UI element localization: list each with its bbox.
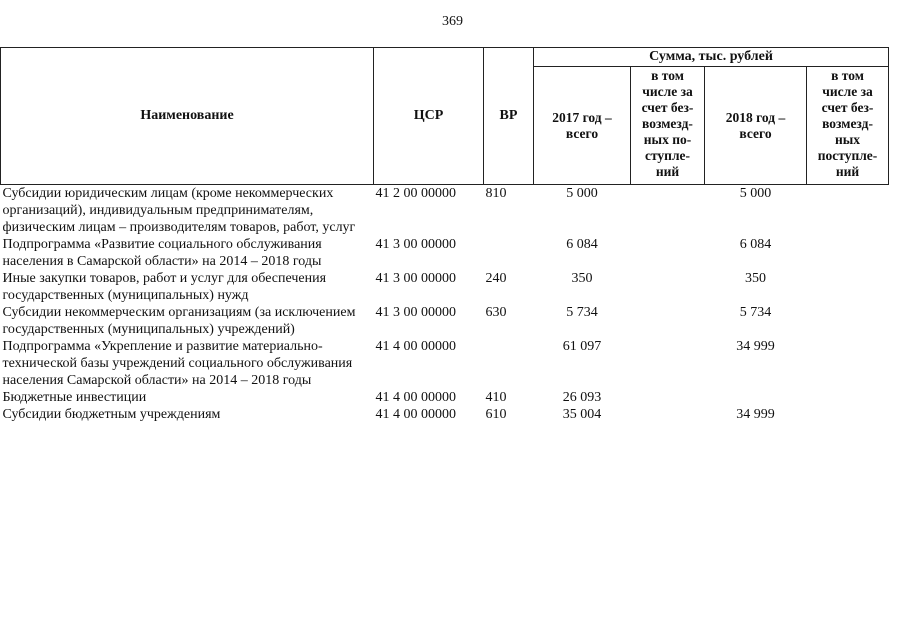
- table-row: [1, 270, 889, 304]
- row-csr: 41 2 00 00000: [375, 186, 456, 201]
- row-2017-free: [631, 338, 705, 389]
- table-row: [1, 338, 889, 389]
- header-name: Наименование: [1, 48, 374, 185]
- row-name: Субсидии некоммерческим организациям (за исключением государственных (муниципальных) учреждений): [2, 305, 356, 337]
- table-header: [1, 48, 889, 185]
- row-vr: 410: [485, 390, 507, 405]
- row-2017-total: 35 004: [562, 407, 602, 422]
- header-2017-total: 2017 год – всего: [534, 67, 631, 185]
- row-2017-total: 5 734: [566, 305, 598, 320]
- row-2017-free: [631, 304, 705, 338]
- header-csr: ЦСР: [374, 48, 484, 185]
- row-csr: 41 4 00 00000: [375, 390, 456, 405]
- row-vr: [484, 338, 534, 389]
- row-2018-total: 34 999: [736, 407, 775, 422]
- table-row: [1, 236, 889, 270]
- row-csr: 41 3 00 00000: [375, 305, 456, 320]
- row-2018-free: [807, 389, 889, 406]
- row-vr: 630: [485, 305, 507, 320]
- row-csr: 41 3 00 00000: [375, 271, 456, 286]
- page-number: 369: [442, 14, 463, 29]
- row-vr: 610: [485, 407, 507, 422]
- budget-table: [0, 47, 889, 423]
- row-2018-total: 5 734: [739, 305, 772, 320]
- row-2017-free: [631, 406, 705, 423]
- row-name: Подпрограмма «Укрепление и развитие материально-технической базы учреждений социального обслуживания населения Самарской области» на 2014 – 2018 годы: [2, 339, 353, 388]
- row-vr: [484, 236, 534, 270]
- row-2017-free: [631, 236, 705, 270]
- header-vr: ВР: [484, 48, 534, 185]
- row-name: Подпрограмма «Развитие социального обслуживания населения в Самарской области» на 2014 – 2018 годы: [2, 237, 322, 269]
- row-2017-total: 26 093: [562, 390, 602, 405]
- row-name: Субсидии бюджетным учреждениям: [2, 407, 221, 422]
- row-name: Бюджетные инвестиции: [2, 390, 147, 405]
- row-csr: 41 4 00 00000: [375, 407, 456, 422]
- row-2018-total: 5 000: [739, 186, 772, 201]
- row-csr: 41 4 00 00000: [375, 339, 456, 354]
- row-2018-free: [807, 406, 889, 423]
- row-2018-total: 6 084: [739, 237, 772, 252]
- header-2017-free: в том числе за счет без- возмезд- ных по- ступле- ний: [631, 67, 705, 185]
- row-2018-total: [705, 389, 807, 406]
- row-2018-total: 34 999: [736, 339, 775, 354]
- table-row: [1, 185, 889, 237]
- row-2018-free: [807, 304, 889, 338]
- row-2017-total: 61 097: [562, 339, 602, 354]
- row-2017-total: 5 000: [566, 186, 598, 201]
- table-row: [1, 304, 889, 338]
- row-name: Субсидии юридическим лицам (кроме некоммерческих организаций), индивидуальным предпринимателям, физическим лицам – производителям товаров, работ, услуг: [2, 186, 356, 235]
- table-row: [1, 389, 889, 406]
- header-2018-free: в том числе за счет без- возмезд- ных поступле- ний: [807, 67, 889, 185]
- row-2017-free: [631, 270, 705, 304]
- row-2018-free: [807, 185, 889, 237]
- row-vr: 240: [485, 271, 507, 286]
- header-2018-total: 2018 год – всего: [705, 67, 807, 185]
- row-2018-free: [807, 236, 889, 270]
- row-2017-total: 350: [571, 271, 593, 286]
- row-2017-total: 6 084: [566, 237, 598, 252]
- header-sum-group: Сумма, тыс. рублей: [534, 48, 889, 67]
- row-vr: 810: [485, 186, 507, 201]
- row-name: Иные закупки товаров, работ и услуг для обеспечения государственных (муниципальных) нужд: [2, 271, 327, 303]
- row-2017-free: [631, 389, 705, 406]
- row-csr: 41 3 00 00000: [375, 237, 456, 252]
- row-2018-total: 350: [745, 271, 766, 286]
- row-2017-free: [631, 185, 705, 237]
- row-2018-free: [807, 270, 889, 304]
- row-2018-free: [807, 338, 889, 389]
- table-body: [1, 185, 889, 424]
- table-row: [1, 406, 889, 423]
